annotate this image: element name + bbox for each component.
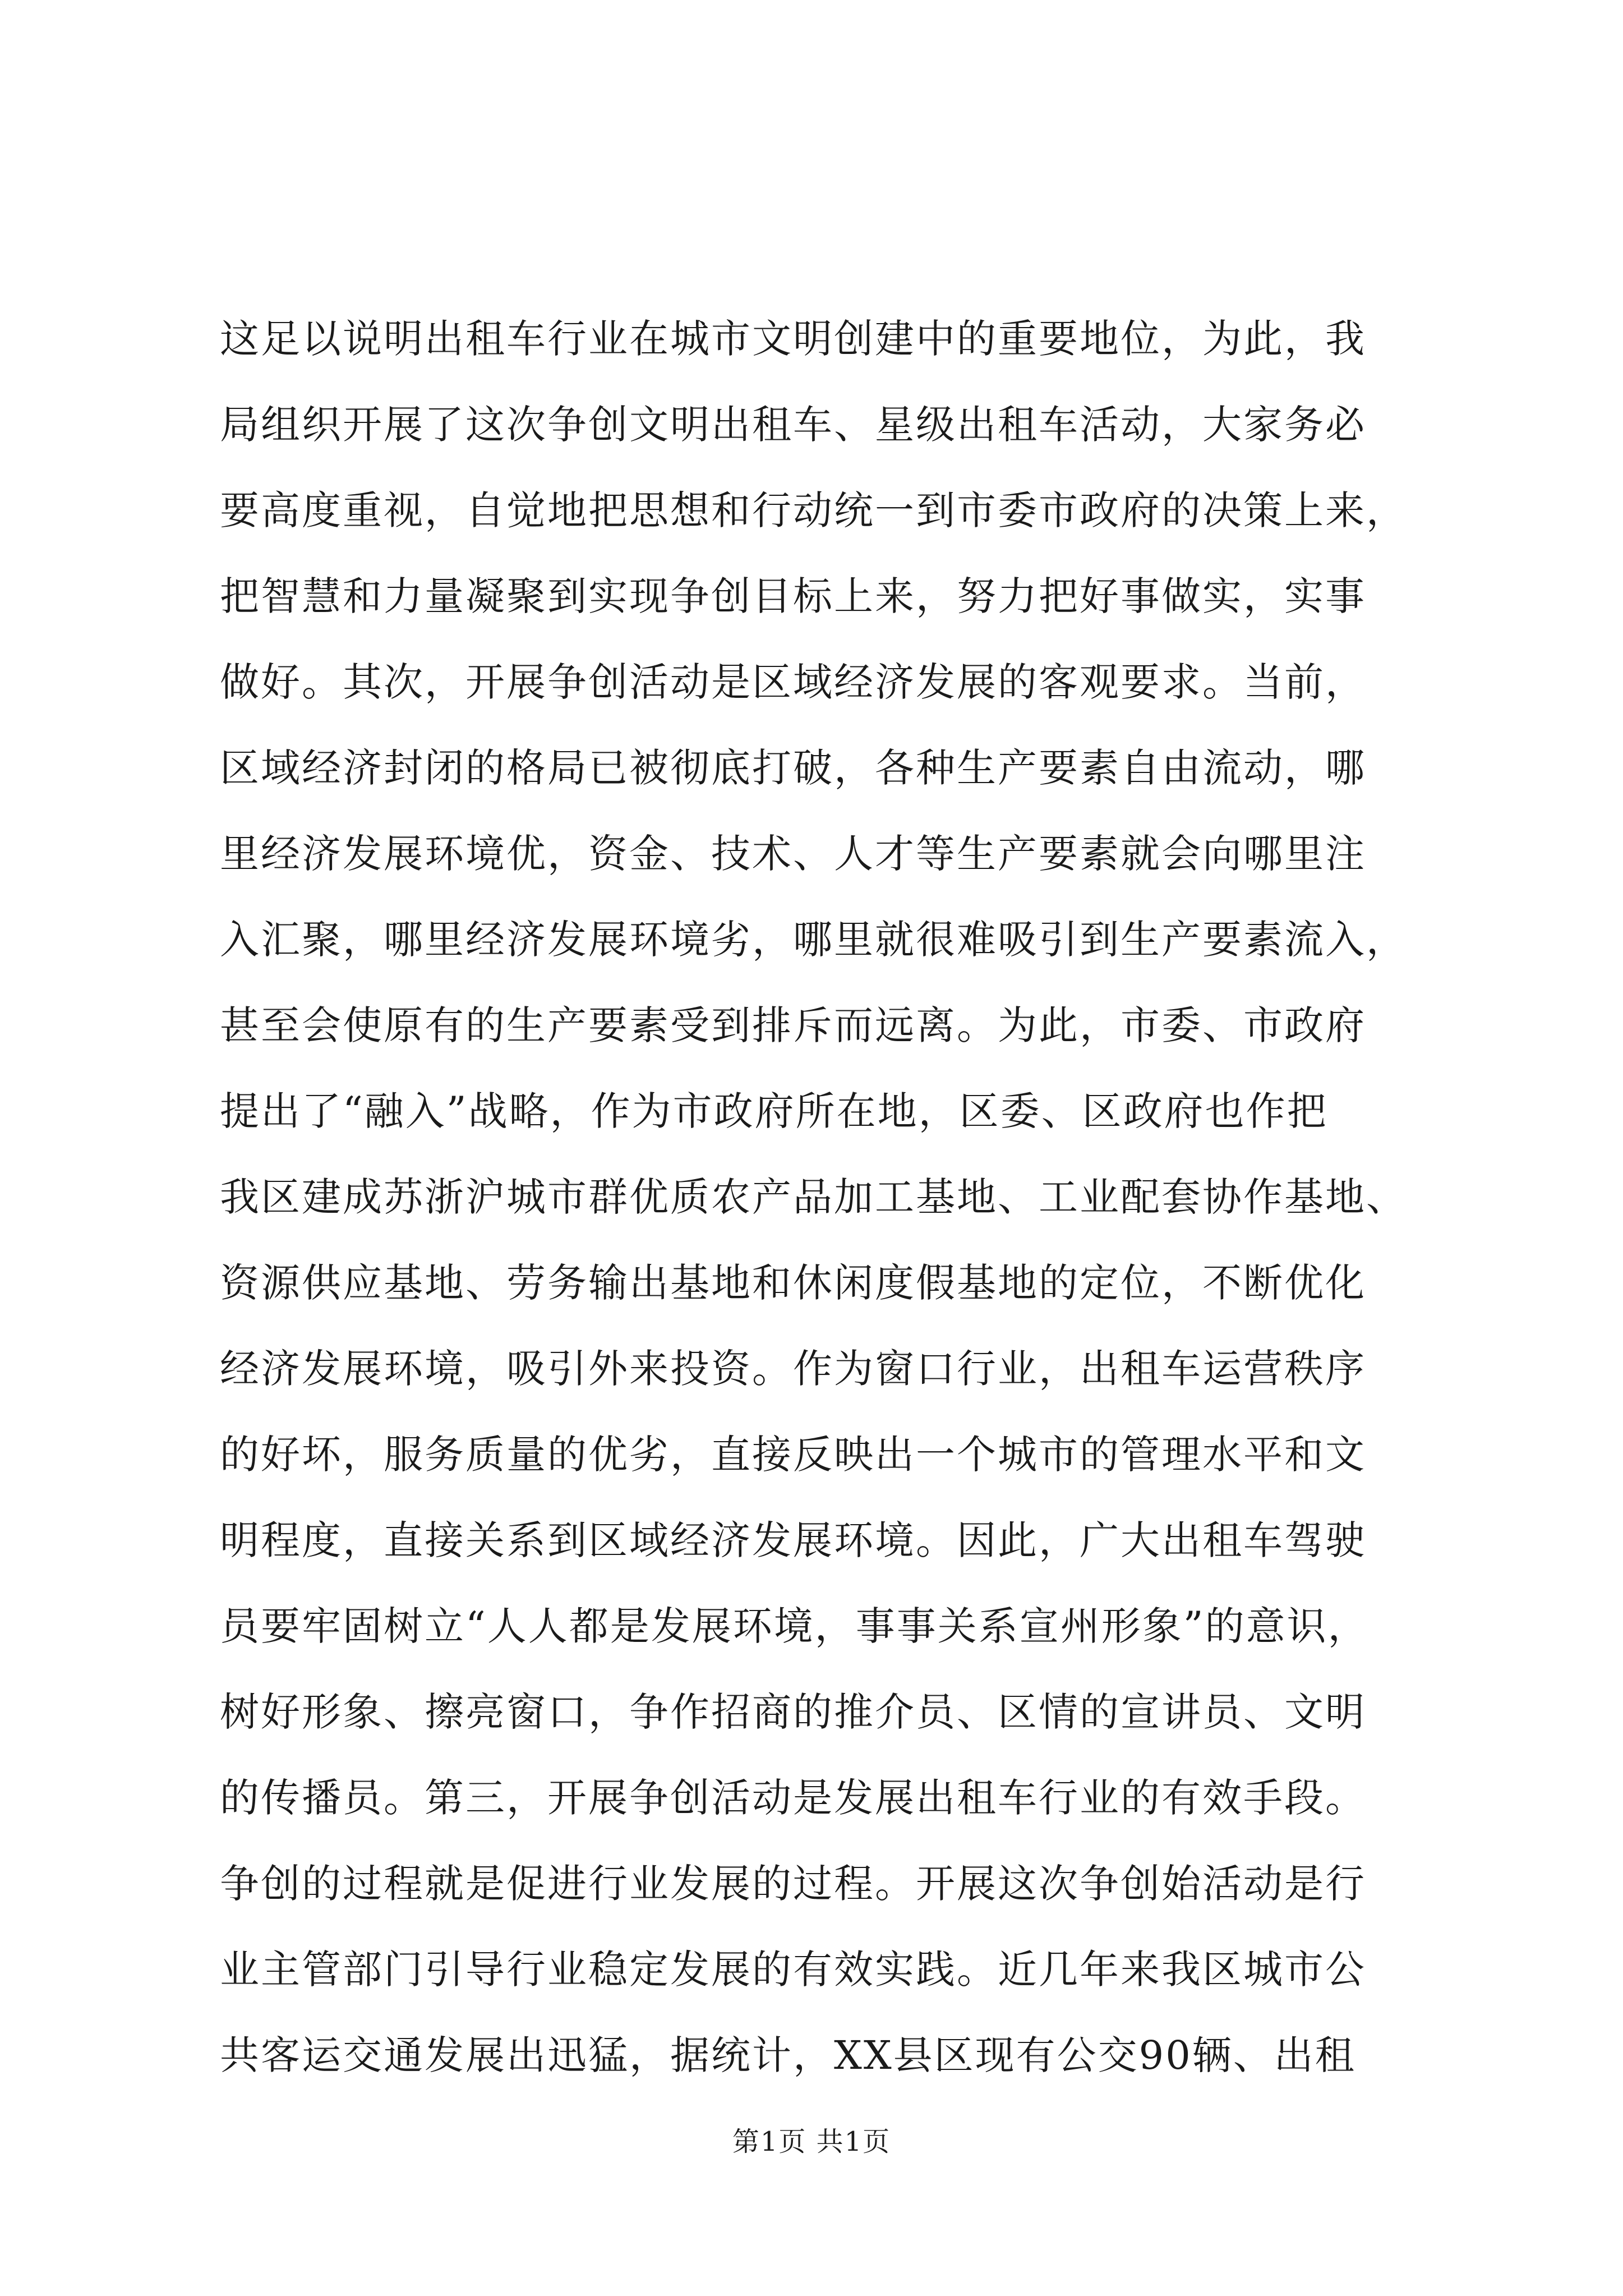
text-line: 甚至会使原有的生产要素受到排斥而远离。为此，市委、市政府 <box>220 1002 1366 1048</box>
text-line: 争创的过程就是促进行业发展的过程。开展这次争创始活动是行 <box>220 1861 1366 1907</box>
text-line: 的好坏，服务质量的优劣，直接反映出一个城市的管理水平和文 <box>220 1432 1366 1478</box>
text-line: 明程度，直接关系到区域经济发展环境。因此，广大出租车驾驶 <box>220 1517 1366 1563</box>
body-text <box>220 296 1470 2099</box>
page-number-label: 第1页 共1页 <box>732 2126 891 2157</box>
text-line: 要高度重视，自觉地把思想和行动统一到市委市政府的决策上来， <box>220 487 1407 533</box>
text-line: 这足以说明出租车行业在城市文明创建中的重要地位，为此，我 <box>220 316 1366 362</box>
text-line: 的传播员。第三，开展争创活动是发展出租车行业的有效手段。 <box>220 1775 1366 1821</box>
text-line: 把智慧和力量凝聚到实现争创目标上来，努力把好事做实，实事 <box>220 573 1366 619</box>
text-line: 树好形象、擦亮窗口，争作招商的推介员、区情的宣讲员、文明 <box>220 1689 1366 1735</box>
text-line: 里经济发展环境优，资金、技术、人才等生产要素就会向哪里注 <box>220 831 1366 877</box>
text-line: 经济发展环境，吸引外来投资。作为窗口行业，出租车运营秩序 <box>220 1346 1366 1392</box>
page-footer <box>0 2125 1623 2159</box>
text-line: 我区建成苏浙沪城市群优质农产品加工基地、工业配套协作基地、 <box>220 1174 1407 1220</box>
text-line: 共客运交通发展出迅猛，据统计，XX县区现有公交90辆、出租 <box>220 2032 1356 2078</box>
text-line: 做好。其次，开展争创活动是区域经济发展的客观要求。当前， <box>220 659 1366 705</box>
text-line: 提出了“融入”战略，作为市政府所在地，区委、区政府也作把 <box>220 1088 1328 1134</box>
text-line: 资源供应基地、劳务输出基地和休闲度假基地的定位，不断优化 <box>220 1260 1366 1306</box>
text-line: 业主管部门引导行业稳定发展的有效实践。近几年来我区城市公 <box>220 1947 1366 1993</box>
text-line: 局组织开展了这次争创文明出租车、星级出租车活动，大家务必 <box>220 402 1366 448</box>
text-line: 员要牢固树立“人人都是发展环境，事事关系宣州形象”的意识， <box>220 1603 1369 1649</box>
text-line: 区域经济封闭的格局已被彻底打破，各种生产要素自由流动，哪 <box>220 745 1366 791</box>
text-line: 入汇聚，哪里经济发展环境劣，哪里就很难吸引到生产要素流入， <box>220 917 1407 963</box>
